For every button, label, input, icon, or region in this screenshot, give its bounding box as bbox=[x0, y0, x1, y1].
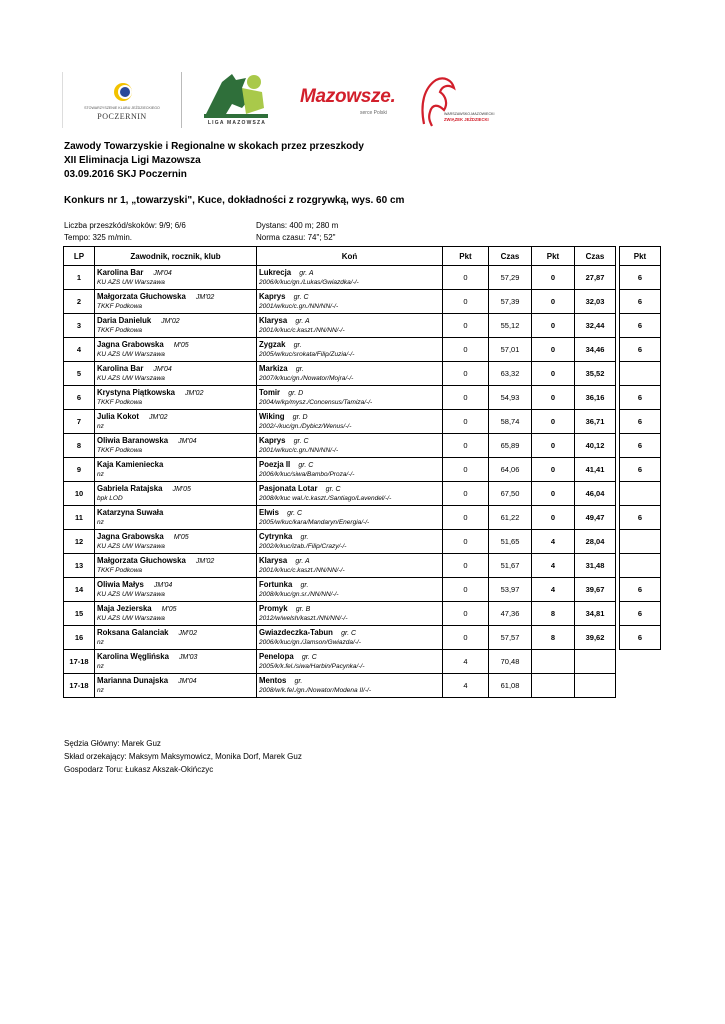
norm-time-info: Norma czasu: 74"; 52" bbox=[256, 233, 336, 242]
row-lp: 17-18 bbox=[64, 674, 95, 698]
rider-year: JM'04 bbox=[153, 582, 173, 589]
pkt1-value: 0 bbox=[443, 578, 489, 602]
table-row bbox=[64, 674, 661, 698]
rider-name: Jagna Grabowska bbox=[97, 532, 164, 541]
horse-group: gr. C bbox=[287, 510, 303, 517]
row-lp: 6 bbox=[64, 386, 95, 410]
rider-year: JM'04 bbox=[153, 366, 172, 373]
pkt1-value: 4 bbox=[443, 674, 489, 698]
obstacles-info: Liczba przeszkód/skoków: 9/9; 6/6 bbox=[64, 221, 186, 230]
horse-cell bbox=[257, 386, 443, 410]
pkt3-value bbox=[620, 554, 661, 578]
horse-cell bbox=[257, 578, 443, 602]
pkt1-value: 0 bbox=[443, 290, 489, 314]
row-lp: 14 bbox=[64, 578, 95, 602]
table-row bbox=[64, 266, 661, 290]
horse-name: Cytrynka bbox=[259, 532, 293, 541]
czas1-value: 57,01 bbox=[489, 338, 532, 362]
rider-club: KU AZS UW Warszawa bbox=[97, 591, 165, 598]
czas2-value: 36,16 bbox=[575, 386, 616, 410]
rider-club: KU AZS UW Warszawa bbox=[97, 543, 165, 550]
rider-club: TKKF Podkowa bbox=[97, 327, 143, 334]
table-row bbox=[64, 578, 661, 602]
horse-group: gr. bbox=[295, 366, 304, 373]
czas1-value: 54,93 bbox=[489, 386, 532, 410]
pkt1-value: 0 bbox=[443, 458, 489, 482]
horse-group: gr. C bbox=[301, 654, 317, 661]
horse-info: 2001/w/kuc/c.gn./NN/NN/-/- bbox=[259, 303, 339, 310]
horse-info: 2005/w/kuc/srokata/Filip/Zuzia/-/- bbox=[259, 351, 355, 358]
pkt2-value: 0 bbox=[532, 338, 575, 362]
pkt2-value: 4 bbox=[532, 554, 575, 578]
horse-group: gr. A bbox=[295, 558, 310, 565]
horse-cell bbox=[257, 626, 443, 650]
czas2-value bbox=[575, 674, 616, 698]
rider-name: Karolina Bar bbox=[97, 268, 144, 277]
czas2-value: 32,03 bbox=[575, 290, 616, 314]
rider-cell bbox=[95, 434, 257, 458]
rider-club: nz bbox=[97, 519, 104, 526]
results-table bbox=[63, 246, 661, 698]
horse-name: Kaprys bbox=[259, 436, 286, 445]
row-lp: 2 bbox=[64, 290, 95, 314]
poczernin-emblem-icon bbox=[113, 82, 133, 102]
rider-cell bbox=[95, 554, 257, 578]
rider-cell bbox=[95, 650, 257, 674]
rider-cell bbox=[95, 362, 257, 386]
rider-name: Roksana Galanciak bbox=[97, 628, 169, 637]
horse-group: gr. D bbox=[292, 414, 308, 421]
horse-name: Klarysa bbox=[259, 316, 288, 325]
rider-name: Kaja Kamieniecka bbox=[97, 460, 164, 469]
horse-cell bbox=[257, 410, 443, 434]
czas1-value: 57,39 bbox=[489, 290, 532, 314]
horse-cell bbox=[257, 554, 443, 578]
rider-name: Jagna Grabowska bbox=[97, 340, 164, 349]
col-lp: LP bbox=[64, 247, 95, 266]
row-lp: 10 bbox=[64, 482, 95, 506]
rider-year: M'05 bbox=[173, 342, 189, 349]
table-row bbox=[64, 338, 661, 362]
horse-name: Kaprys bbox=[259, 292, 286, 301]
horse-info: 2007/k/kuc/gn./Nowator/Mojra/-/- bbox=[259, 375, 354, 382]
horse-cell bbox=[257, 362, 443, 386]
pkt2-value: 8 bbox=[532, 626, 575, 650]
czas1-value: 65,89 bbox=[489, 434, 532, 458]
row-lp: 16 bbox=[64, 626, 95, 650]
pkt1-value: 0 bbox=[443, 434, 489, 458]
col-horse: Koń bbox=[257, 247, 443, 266]
czas2-value: 49,47 bbox=[575, 506, 616, 530]
table-row bbox=[64, 530, 661, 554]
pkt1-value: 4 bbox=[443, 650, 489, 674]
pkt2-value: 4 bbox=[532, 530, 575, 554]
rider-name: Gabriela Ratajska bbox=[97, 484, 163, 493]
czas2-value: 39,62 bbox=[575, 626, 616, 650]
rider-year: JM'02 bbox=[185, 390, 204, 397]
row-lp: 8 bbox=[64, 434, 95, 458]
rider-name: Maja Jezierska bbox=[97, 604, 152, 613]
rider-year: JM'02 bbox=[178, 630, 197, 637]
horse-name: Lukrecja bbox=[259, 268, 292, 277]
czas2-value: 40,12 bbox=[575, 434, 616, 458]
table-row bbox=[64, 506, 661, 530]
horse-name: Fortunka bbox=[259, 580, 293, 589]
rider-year: M'05 bbox=[161, 606, 177, 613]
czas2-value: 41,41 bbox=[575, 458, 616, 482]
czas1-value: 55,12 bbox=[489, 314, 532, 338]
rider-cell bbox=[95, 266, 257, 290]
horse-info: 2008/k/kuc/gn.sr./NN/NN/-/- bbox=[259, 591, 339, 598]
horse-group: gr. A bbox=[299, 270, 314, 277]
pkt2-value bbox=[532, 674, 575, 698]
czas2-value: 46,04 bbox=[575, 482, 616, 506]
pkt2-value: 0 bbox=[532, 314, 575, 338]
liga-mazowsza-logo: LIGA MAZOWSZA bbox=[202, 68, 272, 132]
horse-cell bbox=[257, 674, 443, 698]
czas1-value: 53,97 bbox=[489, 578, 532, 602]
table-row bbox=[64, 554, 661, 578]
row-lp: 5 bbox=[64, 362, 95, 386]
rider-club: nz bbox=[97, 639, 104, 646]
horse-info: 2001/k/kuc/c.kaszt./NN/NN/-/- bbox=[259, 327, 345, 334]
horse-cell bbox=[257, 434, 443, 458]
horse-head-icon bbox=[202, 68, 272, 120]
pkt1-value: 0 bbox=[443, 554, 489, 578]
pkt2-value: 0 bbox=[532, 386, 575, 410]
pkt2-value: 4 bbox=[532, 578, 575, 602]
chief-judge: Sędzia Główny: Marek Guz bbox=[64, 739, 161, 748]
horse-info: 2001/k/kuc/c.kaszt./NN/NN/-/- bbox=[259, 567, 345, 574]
rider-year: JM'04 bbox=[178, 438, 197, 445]
horse-cell bbox=[257, 482, 443, 506]
pkt1-value: 0 bbox=[443, 602, 489, 626]
rider-cell bbox=[95, 506, 257, 530]
table-row bbox=[64, 410, 661, 434]
czas2-value: 39,67 bbox=[575, 578, 616, 602]
horse-cell bbox=[257, 650, 443, 674]
judging-panel: Skład orzekający: Maksym Maksymowicz, Monika Dorf, Marek Guz bbox=[64, 752, 302, 761]
rider-cell bbox=[95, 482, 257, 506]
row-lp: 7 bbox=[64, 410, 95, 434]
rider-club: KU AZS UW Warszawa bbox=[97, 615, 165, 622]
horse-name: Penelopa bbox=[259, 652, 294, 661]
col-pkt2: Pkt bbox=[532, 247, 575, 266]
horse-group: gr. bbox=[300, 534, 309, 541]
col-rider: Zawodnik, rocznik, klub bbox=[95, 247, 257, 266]
row-lp: 12 bbox=[64, 530, 95, 554]
col-czas1: Czas bbox=[489, 247, 532, 266]
horse-cell bbox=[257, 602, 443, 626]
horse-info: 2004/w/kp/mysz./Concensus/Tamiza/-/- bbox=[259, 399, 373, 406]
horse-group: gr. C bbox=[341, 630, 357, 637]
rider-cell bbox=[95, 578, 257, 602]
horse-cell bbox=[257, 458, 443, 482]
rider-name: Katarzyna Suwała bbox=[97, 508, 164, 517]
rider-cell bbox=[95, 626, 257, 650]
pkt3-value: 6 bbox=[620, 602, 661, 626]
col-pkt1: Pkt bbox=[443, 247, 489, 266]
horse-info: 2008/w/k.fel./gn./Nowator/Modena II/-/- bbox=[259, 687, 371, 694]
rider-name: Daria Danieluk bbox=[97, 316, 152, 325]
rider-club: bpk LOD bbox=[97, 495, 123, 502]
rider-club: nz bbox=[97, 687, 104, 694]
distance-info: Dystans: 400 m; 280 m bbox=[256, 221, 339, 230]
horse-group: gr. B bbox=[295, 606, 311, 613]
pkt1-value: 0 bbox=[443, 338, 489, 362]
rider-club: KU AZS UW Warszawa bbox=[97, 375, 165, 382]
row-lp: 11 bbox=[64, 506, 95, 530]
horse-cell bbox=[257, 338, 443, 362]
pkt1-value: 0 bbox=[443, 386, 489, 410]
pkt3-value: 6 bbox=[620, 290, 661, 314]
table-row bbox=[64, 362, 661, 386]
logo-strip bbox=[62, 68, 502, 132]
rider-cell bbox=[95, 290, 257, 314]
czas1-value: 61,08 bbox=[489, 674, 532, 698]
horse-cell bbox=[257, 506, 443, 530]
pkt2-value: 0 bbox=[532, 506, 575, 530]
horse-group: gr. bbox=[294, 678, 303, 685]
rider-cell bbox=[95, 530, 257, 554]
pkt3-value bbox=[620, 482, 661, 506]
czas1-value: 70,48 bbox=[489, 650, 532, 674]
rider-name: Marianna Dunajska bbox=[97, 676, 169, 685]
pkt1-value: 0 bbox=[443, 626, 489, 650]
czas1-value: 47,36 bbox=[489, 602, 532, 626]
tempo-info: Tempo: 325 m/min. bbox=[64, 233, 133, 242]
czas2-value: 32,44 bbox=[575, 314, 616, 338]
pkt3-value: 6 bbox=[620, 626, 661, 650]
pkt3-value: 6 bbox=[620, 506, 661, 530]
horse-info: 2012/w/welsh/kaszt./NN/NN/-/- bbox=[259, 615, 348, 622]
rider-cell bbox=[95, 338, 257, 362]
pkt2-value: 0 bbox=[532, 410, 575, 434]
rider-year: JM'02 bbox=[195, 294, 215, 301]
horse-cell bbox=[257, 290, 443, 314]
rider-club: KU AZS UW Warszawa bbox=[97, 351, 165, 358]
pkt1-value: 0 bbox=[443, 266, 489, 290]
course-host: Gospodarz Toru: Łukasz Akszak-Okińczyc bbox=[64, 765, 214, 774]
czas1-value: 64,06 bbox=[489, 458, 532, 482]
event-date-venue: 03.09.2016 SKJ Poczernin bbox=[64, 169, 187, 180]
row-lp: 4 bbox=[64, 338, 95, 362]
row-lp: 13 bbox=[64, 554, 95, 578]
horse-info: 2006/k/kuc/gn./Lukas/Gwiazdka/-/- bbox=[259, 279, 359, 286]
pkt1-value: 0 bbox=[443, 506, 489, 530]
rider-club: TKKF Podkowa bbox=[97, 567, 143, 574]
czas1-value: 51,67 bbox=[489, 554, 532, 578]
rider-club: nz bbox=[97, 423, 104, 430]
horse-name: Wiking bbox=[259, 412, 285, 421]
rider-name: Krystyna Piątkowska bbox=[97, 388, 176, 397]
horse-group: gr. bbox=[293, 342, 302, 349]
pkt2-value: 8 bbox=[532, 602, 575, 626]
table-header-row bbox=[64, 247, 661, 266]
horse-info: 2002/k/kuc/izab./Filip/Crazy/-/- bbox=[259, 543, 347, 550]
table-row bbox=[64, 650, 661, 674]
horse-group: gr. C bbox=[293, 438, 309, 445]
rider-club: TKKF Podkowa bbox=[97, 303, 143, 310]
pkt1-value: 0 bbox=[443, 530, 489, 554]
czas2-value: 36,71 bbox=[575, 410, 616, 434]
horse-name: Klarysa bbox=[259, 556, 288, 565]
pkt2-value: 0 bbox=[532, 362, 575, 386]
rider-cell bbox=[95, 314, 257, 338]
rider-year: M'05 bbox=[173, 534, 189, 541]
pkt3-value bbox=[620, 674, 661, 698]
horse-group: gr. A bbox=[295, 318, 310, 325]
rider-name: Karolina Bar bbox=[97, 364, 144, 373]
rider-year: JM'02 bbox=[161, 318, 180, 325]
horse-group: gr. bbox=[300, 582, 309, 589]
rider-name: Małgorzata Głuchowska bbox=[97, 292, 186, 301]
rider-club: TKKF Podkowa bbox=[97, 399, 143, 406]
pkt2-value: 0 bbox=[532, 458, 575, 482]
rider-name: Oliwia Baranowska bbox=[97, 436, 169, 445]
czas1-value: 57,29 bbox=[489, 266, 532, 290]
horse-name: Promyk bbox=[259, 604, 288, 613]
row-lp: 15 bbox=[64, 602, 95, 626]
event-title: Zawody Towarzyskie i Regionalne w skokach przez przeszkody bbox=[64, 141, 364, 152]
pkt1-value: 0 bbox=[443, 410, 489, 434]
table-row bbox=[64, 386, 661, 410]
horse-cell bbox=[257, 530, 443, 554]
czas2-value: 35,52 bbox=[575, 362, 616, 386]
row-lp: 3 bbox=[64, 314, 95, 338]
row-lp: 17-18 bbox=[64, 650, 95, 674]
horse-info: 2005/k/k.fel./siwa/Harbin/Pacynka/-/- bbox=[259, 663, 365, 670]
rider-year: JM'04 bbox=[153, 270, 172, 277]
horse-group: gr. C bbox=[293, 294, 309, 301]
poczernin-logo: STOWARZYSZENIE KLUBU JEŹDZIECKIEGO POCZERNIN bbox=[62, 72, 182, 128]
rider-name: Julia Kokot bbox=[97, 412, 140, 421]
horse-group: gr. D bbox=[288, 390, 304, 397]
horse-cell bbox=[257, 314, 443, 338]
czas2-value: 27,87 bbox=[575, 266, 616, 290]
pkt3-value: 6 bbox=[620, 266, 661, 290]
pkt2-value: 0 bbox=[532, 266, 575, 290]
table-row bbox=[64, 602, 661, 626]
rider-cell bbox=[95, 602, 257, 626]
horse-info: 2006/k/kuc/siwa/Bambo/Proza/-/- bbox=[259, 471, 355, 478]
horse-name: Tomir bbox=[259, 388, 281, 397]
horse-name: Zygzak bbox=[259, 340, 286, 349]
pkt3-value: 6 bbox=[620, 338, 661, 362]
pkt2-value: 0 bbox=[532, 434, 575, 458]
pkt3-value bbox=[620, 362, 661, 386]
competition-title: Konkurs nr 1, „towarzyski", Kuce, dokładności z rozgrywką, wys. 60 cm bbox=[64, 195, 405, 206]
horse-info: 2001/w/kuc/c.gn./NN/NN/-/- bbox=[259, 447, 339, 454]
czas1-value: 57,57 bbox=[489, 626, 532, 650]
table-row bbox=[64, 290, 661, 314]
horse-info: 2002/-/kuc/gn./Dybicz/Wenus/-/- bbox=[259, 423, 352, 430]
horse-name: Elwis bbox=[259, 508, 279, 517]
horse-name: Gwiazdeczka-Tabun bbox=[259, 628, 333, 637]
pkt2-value bbox=[532, 650, 575, 674]
czas1-value: 51,65 bbox=[489, 530, 532, 554]
pkt3-value: 6 bbox=[620, 386, 661, 410]
horse-group: gr. C bbox=[298, 462, 314, 469]
horse-cell bbox=[257, 266, 443, 290]
rider-club: nz bbox=[97, 471, 104, 478]
table-row bbox=[64, 482, 661, 506]
pkt3-value: 6 bbox=[620, 458, 661, 482]
table-row bbox=[64, 626, 661, 650]
rider-year: JM'02 bbox=[195, 558, 215, 565]
czas2-value: 28,04 bbox=[575, 530, 616, 554]
table-row bbox=[64, 458, 661, 482]
rider-club: KU AZS UW Warszawa bbox=[97, 279, 165, 286]
pkt3-value bbox=[620, 650, 661, 674]
pkt3-value: 6 bbox=[620, 434, 661, 458]
czas1-value: 63,32 bbox=[489, 362, 532, 386]
pkt3-value: 6 bbox=[620, 578, 661, 602]
event-subtitle: XII Eliminacja Ligi Mazowsza bbox=[64, 155, 201, 166]
row-lp: 1 bbox=[64, 266, 95, 290]
pkt1-value: 0 bbox=[443, 482, 489, 506]
table-row bbox=[64, 314, 661, 338]
mazowsze-logo: Mazowsze. serce Polski bbox=[300, 86, 396, 116]
czas2-value: 34,46 bbox=[575, 338, 616, 362]
horse-info: 2008/k/kuc wal./c.kaszt./Santiago/Lavendel/-/- bbox=[259, 495, 392, 502]
horse-group: gr. C bbox=[325, 486, 341, 493]
rider-name: Małgorzata Głuchowska bbox=[97, 556, 186, 565]
czas1-value: 61,22 bbox=[489, 506, 532, 530]
pkt3-value bbox=[620, 530, 661, 554]
czas1-value: 58,74 bbox=[489, 410, 532, 434]
rider-cell bbox=[95, 458, 257, 482]
pkt1-value: 0 bbox=[443, 314, 489, 338]
rider-club: TKKF Podkowa bbox=[97, 447, 143, 454]
wmzj-logo: WARSZAWSKO-MAZOWIECKI ZWIĄZEK JEŹDZIECKI bbox=[418, 74, 502, 130]
rider-year: JM'05 bbox=[172, 486, 191, 493]
czas2-value bbox=[575, 650, 616, 674]
rider-year: JM'02 bbox=[149, 414, 168, 421]
pkt3-value: 6 bbox=[620, 314, 661, 338]
horse-info: 2006/k/kuc/gn./Jamson/Gwiazda/-/- bbox=[259, 639, 361, 646]
table-row bbox=[64, 434, 661, 458]
czas2-value: 34,81 bbox=[575, 602, 616, 626]
horse-name: Markiza bbox=[259, 364, 288, 373]
rider-cell bbox=[95, 410, 257, 434]
horse-name: Mentos bbox=[259, 676, 287, 685]
czas2-value: 31,48 bbox=[575, 554, 616, 578]
col-pkt3: Pkt bbox=[620, 247, 661, 266]
pkt3-value: 6 bbox=[620, 410, 661, 434]
horse-name: Pasjonata Lotar bbox=[259, 484, 318, 493]
czas1-value: 67,50 bbox=[489, 482, 532, 506]
col-czas2: Czas bbox=[575, 247, 616, 266]
pkt2-value: 0 bbox=[532, 290, 575, 314]
horse-info: 2005/w/kuc/kara/Mandaryn/Energia/-/- bbox=[259, 519, 370, 526]
rider-club: nz bbox=[97, 663, 104, 670]
rider-cell bbox=[95, 386, 257, 410]
rider-name: Karolina Węglińska bbox=[97, 652, 169, 661]
pkt1-value: 0 bbox=[443, 362, 489, 386]
rider-year: JM'03 bbox=[178, 654, 198, 661]
rider-name: Oliwia Małys bbox=[97, 580, 144, 589]
horse-name: Poezja II bbox=[259, 460, 291, 469]
rider-year: JM'04 bbox=[178, 678, 197, 685]
row-lp: 9 bbox=[64, 458, 95, 482]
rider-cell bbox=[95, 674, 257, 698]
pkt2-value: 0 bbox=[532, 482, 575, 506]
